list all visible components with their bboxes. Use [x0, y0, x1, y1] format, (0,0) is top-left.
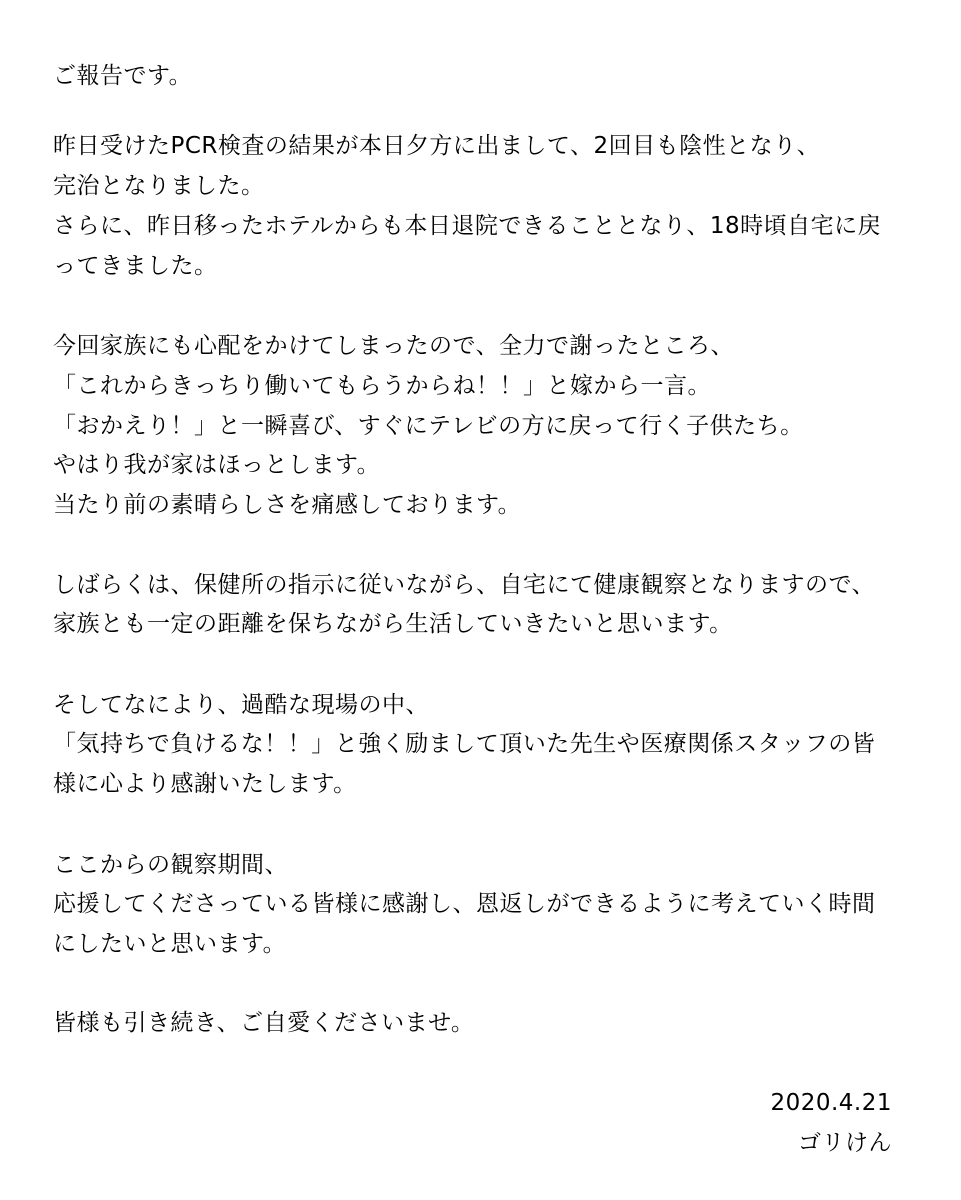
letter-line: 当たり前の素晴らしさを痛感しております。 — [53, 492, 522, 518]
letter-line: さらに、昨日移ったホテルからも本日退院できることとなり、18時頃自宅に戻 — [53, 213, 882, 239]
letter-line: 「これからきっちり働いてもらうからね！！」と嫁から一言。 — [53, 373, 711, 399]
letter-line: 昨日受けたPCR検査の結果が本日夕方に出まして、2回目も陰性となり、 — [53, 133, 821, 159]
letter-line: 「気持ちで負けるな！！」と強く励まして頂いた先生や医療関係スタッフの皆 — [53, 731, 876, 757]
letter-date: 2020.4.21 — [770, 1090, 892, 1116]
letter-line: ってきました。 — [53, 253, 218, 279]
letter-line: にしたいと思います。 — [53, 931, 287, 957]
letter-line: しばらくは、保健所の指示に従いながら、自宅にて健康観察となりますので、 — [53, 572, 876, 598]
letter-line: 今回家族にも心配をかけてしまったので、全力で謝ったところ、 — [53, 333, 735, 359]
letter-line: そしてなにより、過酷な現場の中、 — [53, 692, 429, 718]
letter-line: 「おかえり！」と一瞬喜び、すぐにテレビの方に戻って行く子供たち。 — [53, 413, 804, 439]
letter-line: ここからの観察期間、 — [53, 852, 288, 878]
letter-line: 様に心より感謝いたします。 — [53, 771, 357, 797]
letter-line: ご報告です。 — [53, 63, 193, 89]
letter-line: やはり我が家はほっとします。 — [53, 452, 381, 478]
letter-line: 応援してくださっている皆様に感謝し、恩返しができるように考えていく時間 — [53, 891, 876, 917]
letter-line: 皆様も引き続き、ご自愛くださいませ。 — [53, 1010, 475, 1036]
letter-line: 完治となりました。 — [53, 173, 265, 199]
letter-line: 家族とも一定の距離を保ちながら生活していきたいと思います。 — [53, 611, 733, 637]
letter-signature: ゴリけん — [798, 1130, 892, 1156]
